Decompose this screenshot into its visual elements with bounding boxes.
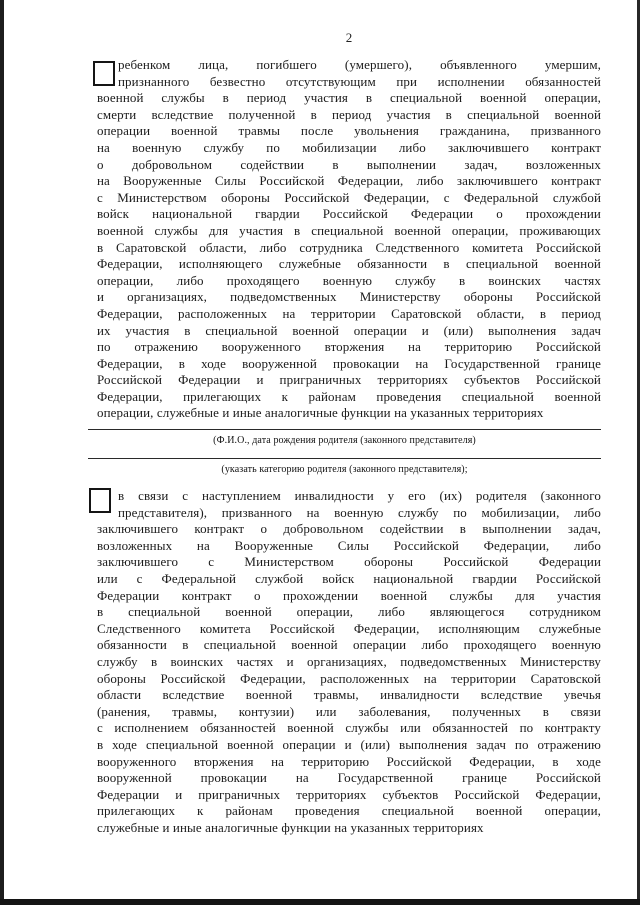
fio-signature-line[interactable] (88, 429, 601, 430)
text-line: на военную службу по мобилизации либо заключившего контракт (97, 139, 601, 155)
text-line: их участия в специальной военной операции и (или) выполнения задач (97, 322, 601, 338)
text-line: области вследствие военной травмы, инвалидности вследствие увечья (97, 687, 601, 703)
option-paragraph-2 (97, 488, 601, 836)
text-line: вооруженной провокации на Государственной границе Российской (97, 770, 601, 786)
text-line: признанного безвестно отсутствующим при исполнении обязанностей (118, 73, 601, 89)
category-signature-line[interactable] (88, 458, 601, 459)
text-line: операции, служебные и иные аналогичные функции на указанных территориях (97, 405, 544, 421)
text-line: в ходе специальной военной операции и (или) выполнения задач по отражению (97, 736, 601, 752)
text-line: возложенных на Вооруженные Силы Российской Федерации, либо (97, 537, 601, 553)
scan-edge-left (0, 0, 4, 905)
text-line: Федерации и приграничных территориях субъектов Российской Федерации, (97, 786, 601, 802)
option-paragraph-1 (97, 57, 601, 422)
text-line: в связи с наступлением инвалидности у его (их) родителя (законного (118, 488, 601, 503)
signature-block (88, 429, 601, 475)
text-line: с Министерством обороны Российской Федерации, с Федеральной службой (97, 189, 601, 205)
text-line: смерти вследствие полученной в период участия в специальной военной (97, 106, 601, 122)
text-line: в специальной военной операции, либо являющегося сотрудником (97, 604, 601, 620)
text-line: Федерации, исполняющего служебные обязанности в специальной военной (97, 256, 601, 272)
text-line: служебные и иные аналогичные функции на указанных территориях (97, 819, 484, 835)
text-line: операции, либо проходящего военную службу в воинских частях (97, 272, 601, 288)
text-line: военной службы в период участия в специальной военной операции, (97, 90, 601, 106)
category-caption: (указать категорию родителя (законного представителя); (221, 464, 468, 475)
text-line: (ранения, травмы, контузии) или заболевания, полученных в связи (97, 703, 601, 719)
text-line: в Саратовской области, либо сотрудника Следственного комитета Российской (97, 239, 601, 255)
text-line: обязанности в специальной военной операции либо проходящего военную (97, 637, 601, 653)
text-line: на Вооруженные Силы Российской Федерации, либо заключившего контракт (97, 173, 601, 189)
text-line: Федерации, расположенных на территории Саратовской области, в период (97, 305, 601, 321)
option-text-1 (97, 57, 601, 422)
text-line: войск национальной гвардии Российской Федерации о прохождении (97, 206, 601, 222)
text-line: Федерации, в ходе вооруженной провокации на Государственной границе (97, 355, 601, 371)
scan-edge-bottom (0, 899, 640, 905)
text-line: Российской Федерации и приграничных территориях субъектов Российской (97, 372, 601, 388)
text-line: Федерации контракт о прохождении военной службы для участия (97, 587, 601, 603)
text-line: заключившего контракт о добровольном содействии в выполнении задач, (97, 521, 601, 537)
text-line: по отражению вооруженного вторжения на территорию Российской (97, 339, 601, 355)
option-checkbox-2[interactable] (89, 488, 111, 513)
text-line: о добровольном содействии в выполнении задач, возложенных (97, 156, 601, 172)
text-line: вооруженного вторжения на территорию Российской Федерации, в ходе (97, 753, 601, 769)
text-line: операции военной травмы после увольнения гражданина, призванного (97, 123, 601, 139)
option-checkbox-1[interactable] (93, 61, 115, 86)
text-line: военной службы для участия в специальной военной операции, проживающих (97, 222, 601, 238)
fio-caption: (Ф.И.О., дата рождения родителя (законного представителя) (213, 435, 476, 446)
text-line: или с Федеральной службой войск национальной гвардии Российской (97, 570, 601, 586)
text-line: с исполнением обязанностей военной службы или обязанностей по контракту (97, 720, 601, 736)
text-line: Федерации, прилегающих к районам проведения специальной военной (97, 388, 601, 404)
text-line: представителя), призванного на военную службу по мобилизации, либо (118, 504, 601, 520)
text-line: Следственного комитета Российской Федерации, исполняющим служебные (97, 620, 601, 636)
text-line: службу в воинских частях и организациях, подведомственных Министерству (97, 653, 601, 669)
text-line: прилегающих к районам проведения специальной военной операции, (97, 803, 601, 819)
text-line: и организациях, подведомственных Министерству обороны Российской (97, 289, 601, 305)
text-line: обороны Российской Федерации, расположенных на территории Саратовской (97, 670, 601, 686)
text-line: ребенком лица, погибшего (умершего), объявленного умершим, (118, 57, 601, 72)
text-line: заключившего с Министерством обороны Российской Федерации (97, 554, 601, 570)
page-number: 2 (345, 30, 353, 45)
option-text-2 (97, 488, 601, 836)
